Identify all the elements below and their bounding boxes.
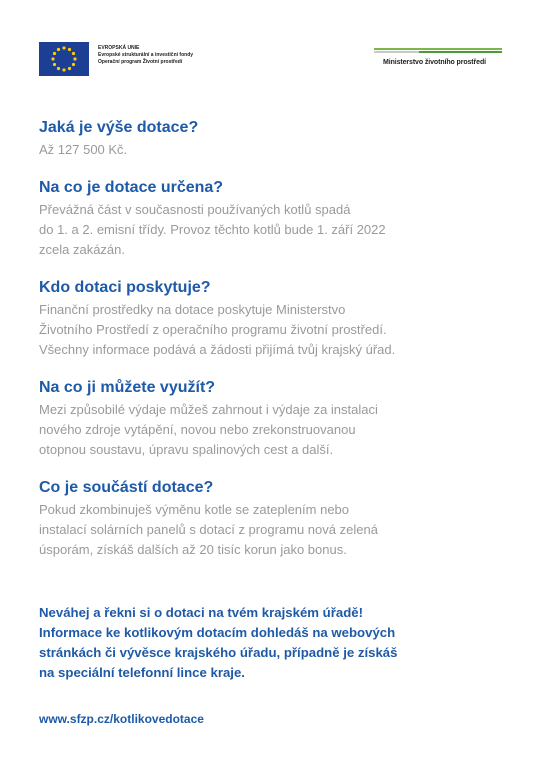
cta-line: na speciální telefonní lince kraje.	[39, 665, 245, 680]
answer-line: Životního Prostředí z operačního programu životní prostředí.	[39, 322, 387, 337]
call-to-action	[39, 603, 509, 683]
header	[0, 0, 541, 100]
faq-answer	[39, 140, 519, 160]
faq-answer	[39, 500, 519, 560]
faq-section	[39, 118, 519, 160]
faq-question: Kdo dotaci poskytuje?	[39, 279, 211, 296]
cta-line: stránkách či vývěsce krajského úřadu, případně je získáš	[39, 645, 398, 660]
cta-line: Informace ke kotlikovým dotacím dohledáš na webových	[39, 625, 396, 640]
faq-question: Co je součástí dotace?	[39, 479, 214, 496]
faq-section	[39, 478, 519, 560]
eu-line: EVROPSKÁ UNIE	[98, 45, 140, 51]
ministry-logo-lines	[374, 48, 502, 54]
answer-line: instalací solárních panelů s dotací z programu nová zelená	[39, 522, 378, 537]
faq-answer	[39, 200, 519, 260]
answer-line: do 1. a 2. emisní třídy. Provoz těchto kotlů bude 1. září 2022	[39, 222, 386, 237]
faq-content	[39, 118, 519, 578]
faq-section	[39, 178, 519, 260]
website-link[interactable]: www.sfzp.cz/kotlikovedotace	[39, 712, 204, 726]
faq-section	[39, 278, 519, 360]
answer-line: otopnou soustavu, úpravu spalinových cest a další.	[39, 442, 334, 457]
answer-line: Mezi způsobilé výdaje můžeš zahrnout i výdaje za instalaci	[39, 402, 378, 417]
ministry-name: Ministerstvo životního prostředí	[383, 59, 486, 66]
eu-flag-icon	[39, 42, 89, 76]
cta-line: Neváhej a řekni si o dotaci na tvém krajském úřadě!	[39, 605, 363, 620]
answer-line: nového zdroje vytápění, novou nebo zrekonstruovanou	[39, 422, 356, 437]
eu-line: Operační program Životní prostředí	[98, 59, 183, 65]
faq-answer	[39, 400, 519, 460]
faq-section	[39, 378, 519, 460]
eu-funding-text	[98, 45, 193, 66]
answer-line: Finanční prostředky na dotace poskytuje Ministerstvo	[39, 302, 346, 317]
answer-line: Převážná část v současnosti používaných kotlů spadá	[39, 202, 351, 217]
answer-line: Všechny informace podává a žádosti přijímá tvůj krajský úřad.	[39, 342, 396, 357]
answer-line: zcela zakázán.	[39, 242, 125, 257]
faq-answer	[39, 300, 519, 360]
answer-line: Pokud zkombinuješ výměnu kotle se zateplením nebo	[39, 502, 350, 517]
faq-question: Jaká je výše dotace?	[39, 119, 199, 136]
eu-line: Evropské strukturální a investiční fondy	[98, 52, 194, 58]
faq-question: Na co je dotace určena?	[39, 179, 224, 196]
answer-line: Až 127 500 Kč.	[39, 142, 128, 157]
answer-line: úsporám, získáš dalších až 20 tisíc korun jako bonus.	[39, 542, 347, 557]
faq-question: Na co ji můžete využít?	[39, 379, 216, 396]
